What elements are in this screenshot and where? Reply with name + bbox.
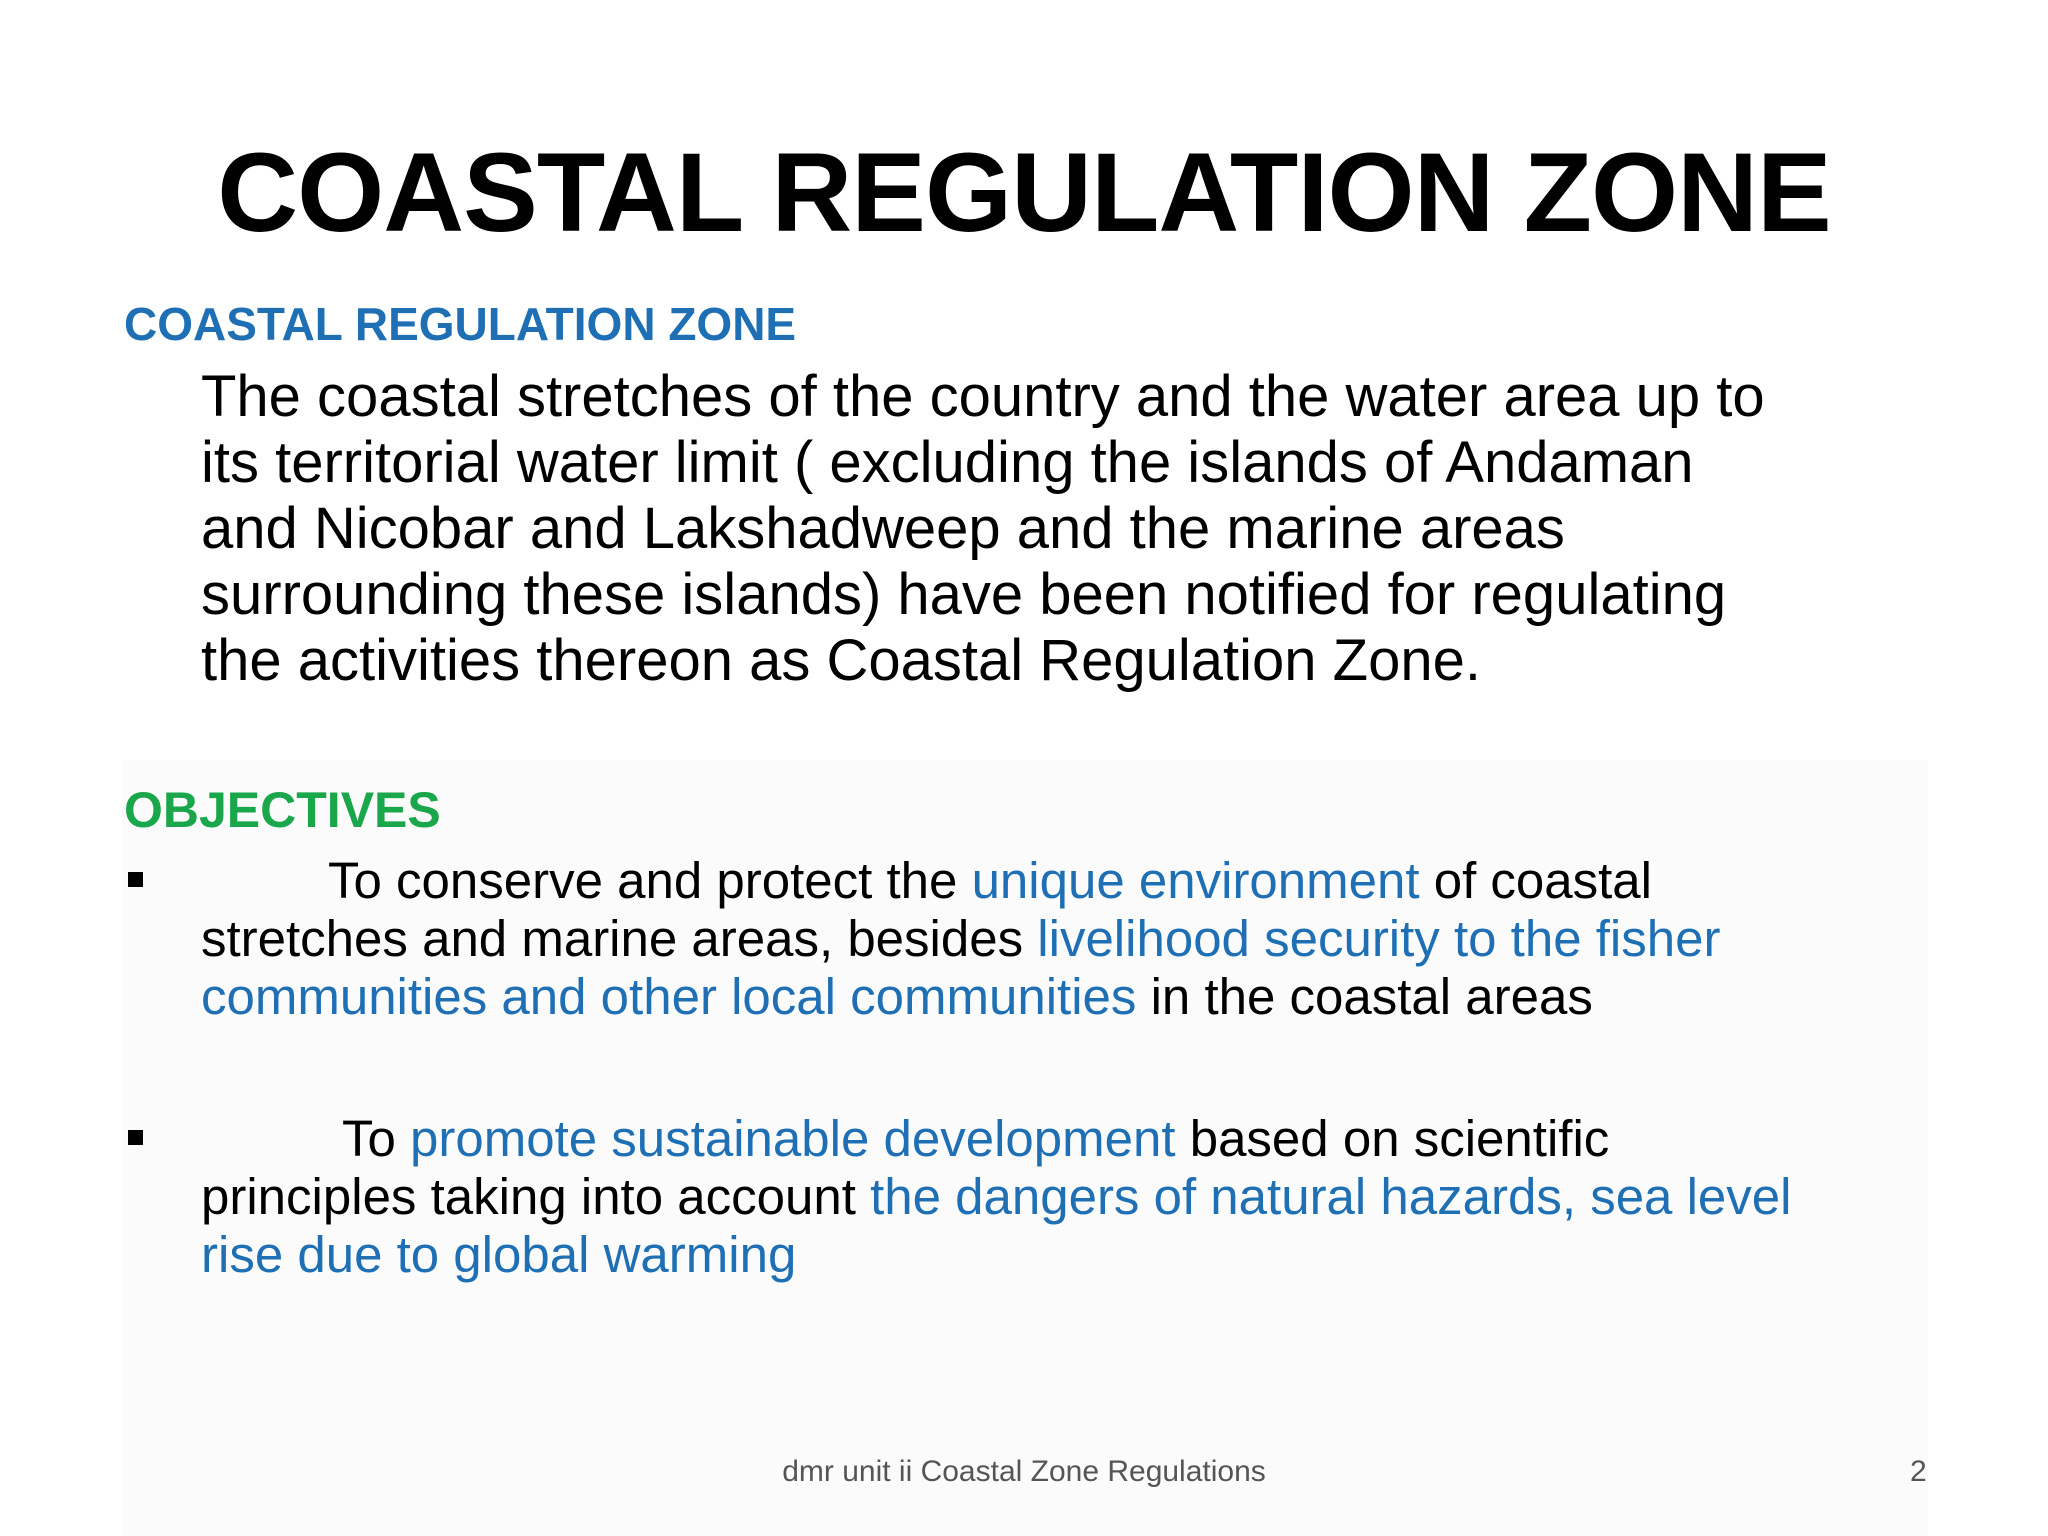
slide-title: COASTAL REGULATION ZONE xyxy=(217,130,1831,255)
definition-line: surrounding these islands) have been notified for regulating xyxy=(201,562,1727,627)
definition-line: its territorial water limit ( excluding the islands of Andaman xyxy=(201,430,1694,495)
objective-line xyxy=(201,852,1720,910)
objectives-heading: OBJECTIVES xyxy=(124,782,441,838)
objective-text-plain: of coastal xyxy=(1419,852,1652,909)
square-bullet-icon xyxy=(128,872,143,887)
objective-line xyxy=(201,1226,1791,1284)
objective-line xyxy=(201,1110,1791,1168)
objective-text-plain: based on scientific xyxy=(1175,1110,1610,1167)
definition-paragraph xyxy=(201,364,1941,694)
objective-highlight: livelihood security to the fisher xyxy=(1037,910,1721,967)
objective-text xyxy=(201,852,1720,1026)
objective-highlight: the dangers of natural hazards, sea level xyxy=(870,1168,1792,1225)
objective-text-plain: To conserve and protect the xyxy=(328,852,972,909)
objective-highlight: rise due to global warming xyxy=(201,1226,797,1283)
objective-highlight: unique environment xyxy=(971,852,1420,909)
objective-text-plain: To xyxy=(342,1110,411,1167)
objective-line xyxy=(201,1168,1791,1226)
objective-line xyxy=(201,968,1720,1026)
objective-line xyxy=(201,910,1720,968)
objective-text-plain: principles taking into account xyxy=(201,1168,871,1225)
objective-text-plain: in the coastal areas xyxy=(1136,968,1593,1025)
page-number: 2 xyxy=(1910,1455,1927,1488)
square-bullet-icon xyxy=(128,1130,143,1145)
slide-footer: dmr unit ii Coastal Zone Regulations xyxy=(782,1455,1266,1488)
definition-line: The coastal stretches of the country and the water area up to xyxy=(201,364,1765,429)
objective-highlight: communities and other local communities xyxy=(201,968,1137,1025)
section-heading: COASTAL REGULATION ZONE xyxy=(124,298,797,350)
objective-text xyxy=(201,1110,1791,1284)
definition-line: and Nicobar and Lakshadweep and the marine areas xyxy=(201,496,1565,561)
objective-text-plain: stretches and marine areas, besides xyxy=(201,910,1038,967)
definition-line: the activities thereon as Coastal Regulation Zone. xyxy=(201,628,1481,693)
objective-highlight: promote sustainable development xyxy=(410,1110,1176,1167)
